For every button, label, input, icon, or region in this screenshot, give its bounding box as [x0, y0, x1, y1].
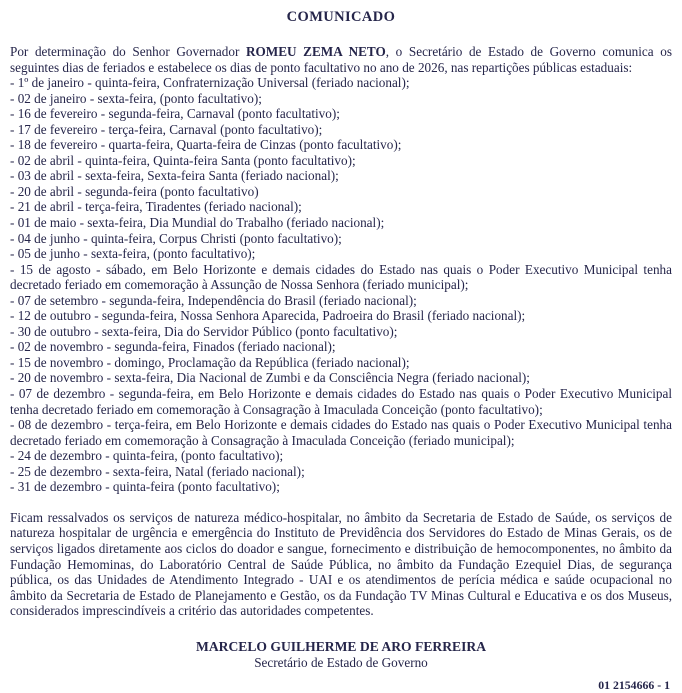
- list-item: - 20 de novembro - sexta-feira, Dia Nacional de Zumbi e da Consciência Negra (feriado nacional);: [10, 370, 530, 386]
- intro-text-after: , o Secretário de Estado de Governo comunica os seguintes dias de feriados e estabelece os dias de ponto facultativo no ano de 2026, nas repartições públicas estaduais:: [10, 44, 672, 75]
- list-item: - 30 de outubro - sexta-feira, Dia do Servidor Público (ponto facultativo);: [10, 323, 398, 339]
- list-item: - 15 de agosto - sábado, em Belo Horizonte e demais cidades do Estado nas quais o Poder Executivo Municipal tenha decretado feriado em comemoração à Assunção de Nossa Senhora (feriado municipal);: [10, 261, 672, 293]
- list-item: - 17 de fevereiro - terça-feira, Carnaval (ponto facultativo);: [10, 121, 323, 137]
- signature-role: Secretário de Estado de Governo: [254, 654, 428, 670]
- reference-number: 01 2154666 - 1: [598, 677, 670, 692]
- list-item: - 02 de janeiro - sexta-feira, (ponto facultativo);: [10, 90, 262, 106]
- list-item: - 24 de dezembro - quinta-feira, (ponto facultativo);: [10, 448, 284, 464]
- list-item: - 12 de outubro - segunda-feira, Nossa Senhora Aparecida, Padroeira do Brasil (feriado nacional);: [10, 308, 526, 324]
- list-item: - 07 de setembro - segunda-feira, Independência do Brasil (feriado nacional);: [10, 292, 417, 308]
- list-item: - 1º de janeiro - quinta-feira, Confraternização Universal (feriado nacional);: [10, 75, 410, 91]
- list-item: - 04 de junho - quinta-feira, Corpus Christi (ponto facultativo);: [10, 230, 342, 246]
- list-item: - 31 de dezembro - quinta-feira (ponto facultativo);: [10, 479, 280, 495]
- list-item: - 18 de fevereiro - quarta-feira, Quarta-feira de Cinzas (ponto facultativo);: [10, 137, 402, 153]
- list-item: - 20 de abril - segunda-feira (ponto facultativo): [10, 183, 259, 199]
- list-item: - 21 de abril - terça-feira, Tiradentes (feriado nacional);: [10, 199, 302, 215]
- list-item: - 05 de junho - sexta-feira, (ponto facultativo);: [10, 246, 256, 262]
- signature-name: MARCELO GUILHERME DE ARO FERREIRA: [195, 638, 487, 654]
- list-item: - 01 de maio - sexta-feira, Dia Mundial do Trabalho (feriado nacional);: [10, 215, 385, 231]
- governor-name: ROMEU ZEMA NETO: [245, 44, 386, 59]
- list-item: - 02 de abril - quinta-feira, Quinta-feira Santa (ponto facultativo);: [10, 152, 356, 168]
- list-item: - 07 de dezembro - segunda-feira, em Belo Horizonte e demais cidades do Estado nas quais o Poder Executivo Municipal tenha decretado feriado em comemoração à Consagração à Imaculada Conceição (ponto facultativo);: [10, 386, 672, 417]
- holiday-list: [10, 75, 672, 495]
- closing-paragraph: Ficam ressalvados os serviços de natureza médico-hospitalar, no âmbito da Secretaria de Estado de Saúde, os serviços de natureza hospitalar de urgência e emergência do Instituto de Previdência dos Servidores do Estado de Minas Gerais, os de serviços ligados diretamente aos ciclos do doador e sangue, fornecimento e distribuição de hemocomponentes, no âmbito da Fundação Hemominas, do Laboratório Central de Saúde Pública, no âmbito da Fundação Ezequiel Dias, de segurança pública, os das Unidades de Atendimento Integrado - UAI e os atendimentos de perícia médica e saúde ocupacional no âmbito da Secretaria de Estado de Planejamento e Gestão, os da Fundação TV Minas Cultural e Educativa e os dos Museus, considerados imprescindíveis a critério das autoridades competentes.: [10, 509, 672, 619]
- page-title: COMUNICADO: [286, 9, 396, 25]
- list-item: - 03 de abril - sexta-feira, Sexta-feira Santa (feriado nacional);: [10, 168, 339, 184]
- signature-block: [10, 639, 672, 671]
- intro-paragraph: [10, 44, 672, 75]
- list-item: - 16 de fevereiro - segunda-feira, Carnaval (ponto facultativo);: [10, 106, 340, 122]
- list-item: - 15 de novembro - domingo, Proclamação da República (feriado nacional);: [10, 354, 410, 370]
- list-item: - 02 de novembro - segunda-feira, Finados (feriado nacional);: [10, 339, 336, 355]
- list-item: - 25 de dezembro - sexta-feira, Natal (feriado nacional);: [10, 463, 305, 479]
- intro-text-before: Por determinação do Senhor Governador: [10, 44, 246, 59]
- list-item: - 08 de dezembro - terça-feira, em Belo Horizonte e demais cidades do Estado nas quais o Poder Executivo Municipal tenha decretado feriado em comemoração à Consagração à Imaculada Conceição (feriado municipal);: [10, 417, 672, 448]
